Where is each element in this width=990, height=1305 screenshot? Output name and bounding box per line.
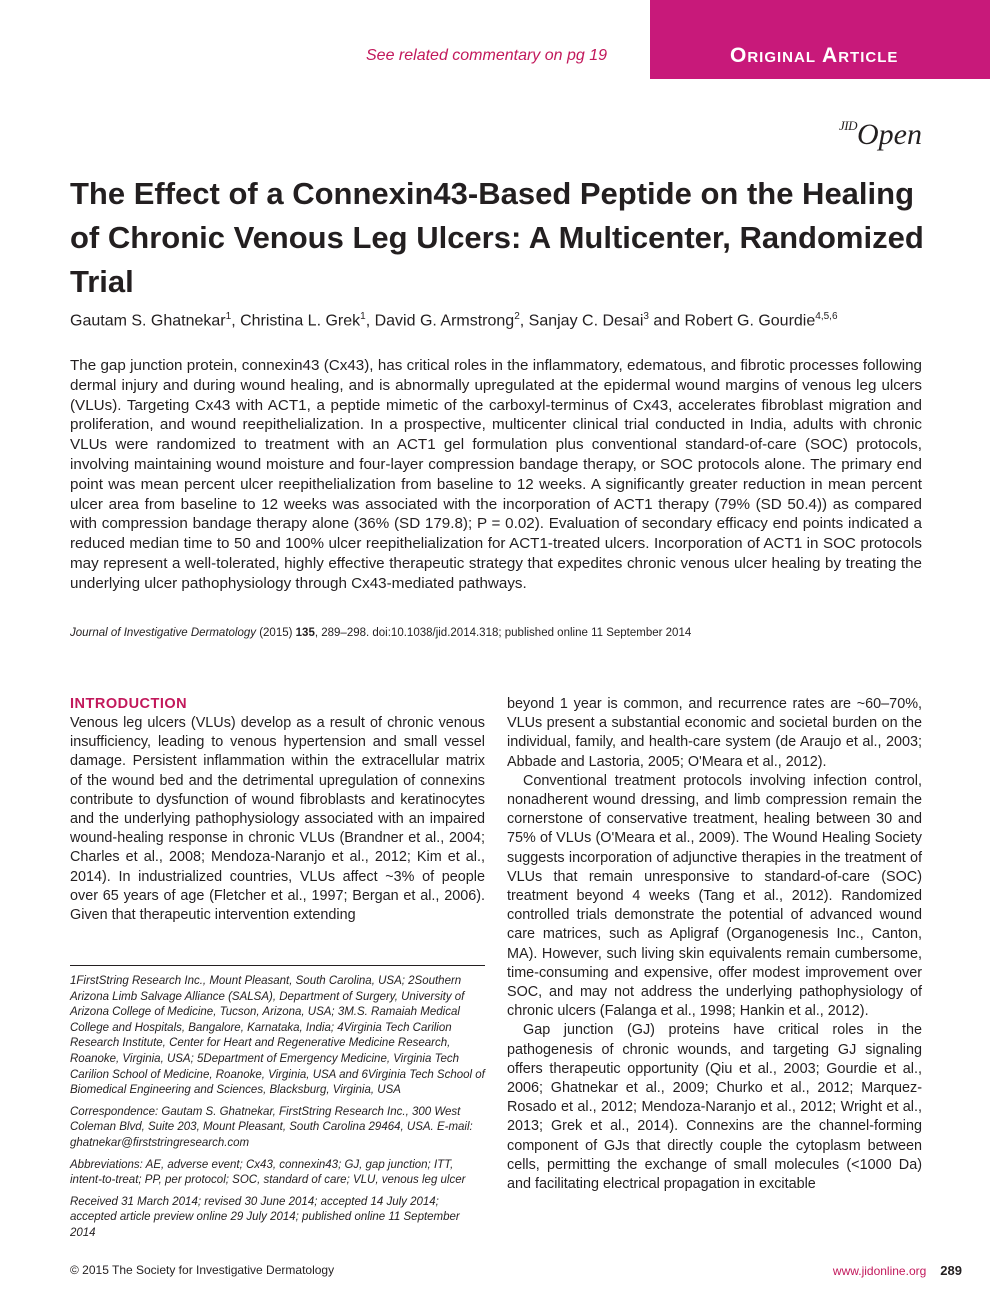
- citation-line: [70, 625, 930, 641]
- author-affiliation: 1: [360, 311, 366, 322]
- body-paragraph: beyond 1 year is common, and recurrence rates are ~60–70%, VLUs present a substantial economic and societal burden on the individual, family, and health-care system (de Araujo et al., 2003; Abbade and Lastoria, 2005; O'Meara et al., 2012).: [507, 696, 922, 770]
- footer-right: [833, 1263, 962, 1278]
- page-number: 289: [940, 1263, 962, 1278]
- journal-logo-main: Open: [857, 118, 922, 151]
- author-name: Christina L. Grek: [240, 312, 361, 330]
- abstract: The gap junction protein, connexin43 (Cx43), has critical roles in the inflammatory, edematous, and fibrotic processes following dermal injury and during wound healing, and is abnormally upregulated at the epidermal wound margins of venous leg ulcers (VLUs). Targeting Cx43 with ACT1, a peptide mimetic of the carboxyl-terminus of Cx43, accelerates fibroblast migration and proliferation, and wound reepithelialization. In a prospective, multicenter clinical trial conducted in India, adults with chronic VLUs were randomized to treatment with an ACT1 gel formulation plus conventional standard-of-care (SOC) protocols, involving maintaining wound moisture and four-layer compression bandage therapy, or SOC protocols alone. The primary end point was mean percent ulcer reepithelialization from baseline to 12 weeks. A significantly greater reduction in mean percent ulcer area from baseline to 12 weeks was associated with the incorporation of ACT1 therapy (79% (SD 50.4)) as compared with compression bandage therapy alone (36% (SD 179.8); P = 0.02). Evaluation of secondary efficacy end points indicated a reduced median time to 50 and 100% ulcer reepithelialization for ACT1-treated ulcers. Incorporation of ACT1 in SOC protocols may represent a well-tolerated, highly effective therapeutic strategy that expedites chronic venous ulcer healing by treating the underlying ulcer pathophysiology through Cx43-mediated pathways.: [70, 357, 922, 592]
- body-paragraph: Gap junction (GJ) proteins have critical roles in the pathogenesis of chronic wounds, and targeting GJ signaling offers therapeutic opportunity (Qiu et al., 2003; Gourdie et al., 2006; Ghatnekar et al., 2009; Churko et al., 2012; Marquez-Rosado et al., 2012; Mendoza-Naranjo et al., 2012; Wright et al., 2013; Grek et al., 2014). Connexins are the channel-forming component of GJs that directly couple the cytoplasm between cells, permitting the exchange of small molecules (<1000 Da) and facilitating electrical propagation in excitable: [507, 1022, 922, 1193]
- citation-year: (2015): [256, 627, 296, 639]
- body-paragraph: Conventional treatment protocols involving infection control, nonadherent wound dressing, and limb compression remain the cornerstone of conservative treatment, healing between 30 and 75% of VLUs (O'Meara et al., 2009). The Wound Healing Society suggests incorporation of adjunctive therapies in the treatment of VLUs that remain unresponsive to standard-of-care (SOC) treatment beyond 4 weeks (Tang et al., 2012). Randomized controlled trials demonstrate the potential of advanced wound care matrices, such as Apligraf (Organogenesis Inc., Canton, MA). However, such living skin equivalents remain cumbersome, time-consuming and expensive, offer modest improvement over SOC, and may not address the underlying pathophysiology of chronic ulcers (Falanga et al., 1998; Hankin et al., 2012).: [507, 772, 922, 1020]
- section-heading-introduction: INTRODUCTION: [70, 696, 188, 712]
- citation-rest: , 289–298. doi:10.1038/jid.2014.318; published online 11 September 2014: [314, 627, 692, 639]
- author-name: David G. Armstrong: [374, 312, 515, 330]
- author-affiliation: 4,5,6: [815, 311, 838, 322]
- article-type-label: Original Article: [730, 44, 899, 67]
- citation-volume: 135: [295, 627, 315, 639]
- article-title: The Effect of a Connexin43-Based Peptide on the Healing of Chronic Venous Leg Ulcers: A Multicenter, Randomized Trial: [70, 176, 924, 299]
- author-name: Gautam S. Ghatnekar: [70, 312, 226, 330]
- author-list: [70, 306, 940, 332]
- footer-copyright: © 2015 The Society for Investigative Dermatology: [70, 1263, 335, 1277]
- author-name: Robert G. Gourdie: [684, 312, 816, 330]
- author-affiliation: 3: [643, 311, 649, 322]
- author-affiliation: 1: [225, 311, 232, 322]
- author-separator: ,: [231, 312, 241, 330]
- column-right: [507, 695, 922, 1194]
- author-separator: and: [648, 312, 685, 330]
- footnote-affiliations: 1FirstString Research Inc., Mount Pleasant, South Carolina, USA; 2Southern Arizona Limb Salvage Alliance (SALSA), Department of Surgery, University of Arizona College of Medicine, Tucson, Arizona, USA; 3M.S. Ramaiah Medical College and Hospitals, Bangalore, Karnataka, India; 4Virginia Tech Carilion Research Institute, Center for Heart and Regenerative Medicine Research, Roanoke, Virginia, USA; 5Department of Emergency Medicine, Virginia Tech Carilion School of Medicine, Roanoke, Virginia, USA and 6Virginia Tech School of Biomedical Engineering and Sciences, Blacksburg, Virginia, USA: [70, 975, 485, 1097]
- journal-logo-sup: JID: [839, 118, 858, 133]
- footnotes: [70, 965, 485, 1248]
- author-name: Sanjay C. Desai: [528, 312, 644, 330]
- journal-logo: [839, 118, 922, 152]
- author-affiliation: 2: [514, 311, 520, 322]
- article-type-banner: [650, 0, 990, 79]
- citation-journal: Journal of Investigative Dermatology: [70, 627, 257, 639]
- footnote-abbreviations: Abbreviations: AE, adverse event; Cx43, connexin43; GJ, gap junction; ITT, intent-to-treat; PP, per protocol; SOC, standard of care; VLU, venous leg ulcer: [70, 1158, 466, 1187]
- journal-url-link[interactable]: www.jidonline.org: [832, 1264, 927, 1278]
- footnote-correspondence: Correspondence: Gautam S. Ghatnekar, FirstString Research Inc., 300 West Coleman Blvd, Suite 203, Mount Pleasant, South Carolina 29464, USA. E-mail: ghatnekar@firststringresearch.com: [70, 1105, 473, 1149]
- related-commentary-link[interactable]: See related commentary on pg 19: [366, 47, 608, 64]
- author-separator: ,: [519, 312, 529, 330]
- intro-paragraph: Venous leg ulcers (VLUs) develop as a result of chronic venous insufficiency, leading to venous hypertension and small vessel damage. Persistent inflammation within the extracellular matrix of the wound bed and the detrimental upregulation of connexins contribute to dysfunction of wound fibroblasts and keratinocytes and the underlying pathophysiology associated with an impaired wound-healing response in chronic VLUs (Brandner et al., 2004; Charles et al., 2008; Mendoza-Naranjo et al., 2012; Kim et al., 2014). In industrialized countries, VLUs affect ~3% of people over 65 years of age (Fletcher et al., 1997; Bergan et al., 2006). Given that therapeutic intervention extending: [70, 715, 485, 924]
- column-left: [70, 695, 485, 925]
- author-separator: ,: [365, 312, 375, 330]
- footnote-dates: Received 31 March 2014; revised 30 June 2014; accepted 14 July 2014; accepted article preview online 29 July 2014; published online 11 September 2014: [70, 1195, 460, 1239]
